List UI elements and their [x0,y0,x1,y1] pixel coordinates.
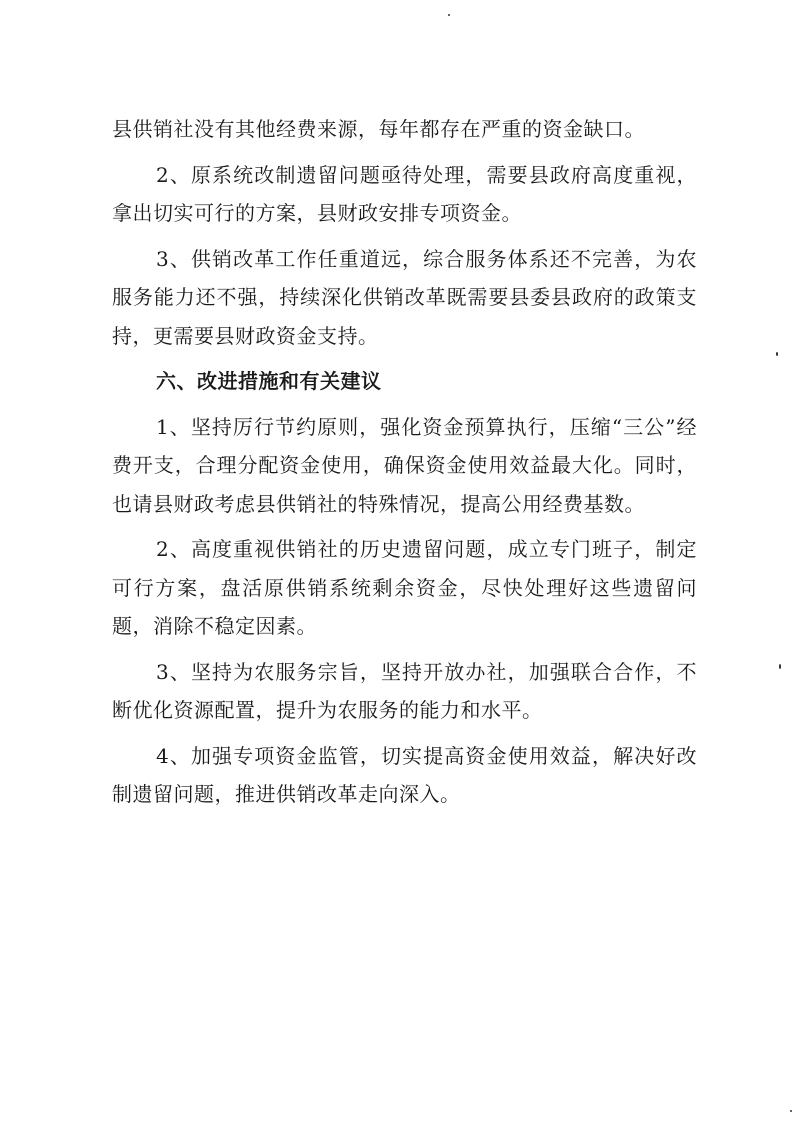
paragraph-measure-4: 4、加强专项资金监管，切实提高资金使用效益，解决好改制遗留问题，推进供销改革走向深入。 [112,743,697,806]
paragraph-measure-1: 1、坚持厉行节约原则，强化资金预算执行，压缩“三公”经费开支，合理分配资金使用，确保资金使用效益最大化。同时，也请县财政考虑县供销社的特殊情况，提高公用经费基数。 [112,414,697,516]
paragraph-problem-3: 3、供销改革工作任重道远，综合服务体系还不完善，为农服务能力还不强，持续深化供销改革既需要县委县政府的政策支持，更需要县财政资金支持。 [112,246,697,348]
paragraph-problem-2: 2、原系统改制遗留问题亟待处理，需要县政府高度重视，拿出切实可行的方案，县财政安排专项资金。 [112,162,697,225]
scan-speck [790,1110,792,1112]
document-body [112,110,697,814]
paragraph-measure-2: 2、高度重视供销社的历史遗留问题，成立专门班子，制定可行方案，盘活原供销系统剩余资金，尽快处理好这些遗留问题，消除不稳定因素。 [112,537,697,638]
scan-speck [448,14,450,16]
scan-speck [779,664,781,669]
paragraph-funding-gap: 县供销社没有其他经费来源，每年都存在严重的资金缺口。 [112,117,645,141]
section-heading: 六、改进措施和有关建议 [156,369,382,393]
paragraph-measure-3: 3、坚持为农服务宗旨，坚持开放办社，加强联合合作，不断优化资源配置，提升为农服务的能力和水平。 [112,659,697,722]
scan-speck [776,352,778,356]
